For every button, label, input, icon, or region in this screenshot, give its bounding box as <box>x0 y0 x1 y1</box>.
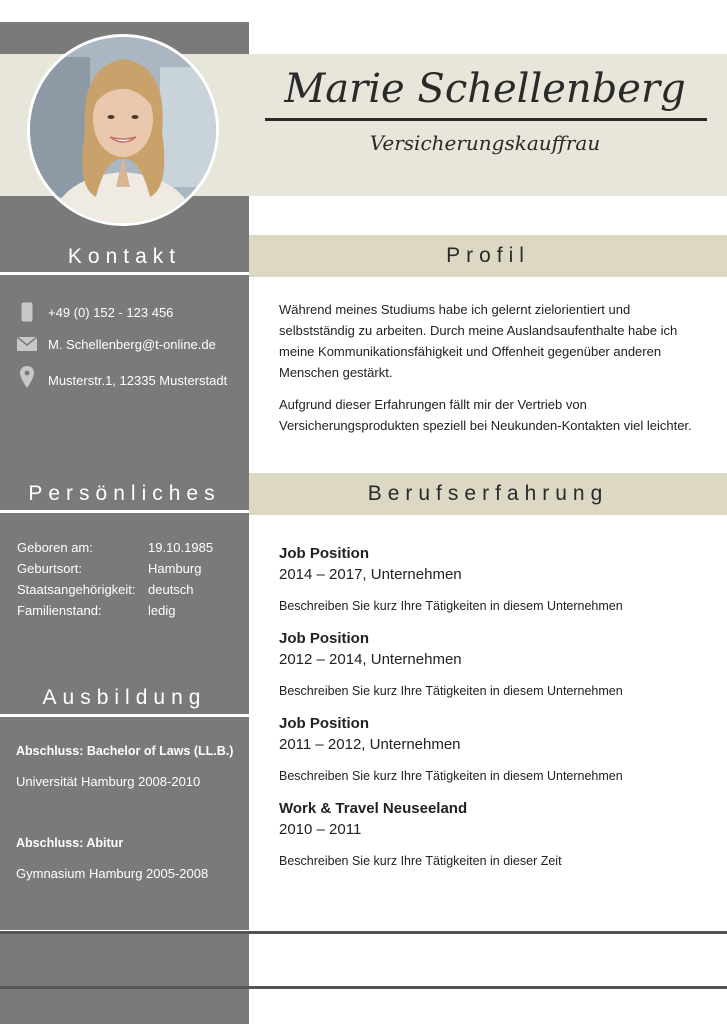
experience-description: Beschreiben Sie kurz Ihre Tätigkeiten in diesem Unternehmen <box>279 599 623 613</box>
experience-description: Beschreiben Sie kurz Ihre Tätigkeiten in dieser Zeit <box>279 854 562 868</box>
education-school: Universität Hamburg 2008-2010 <box>16 774 201 789</box>
experience-description: Beschreiben Sie kurz Ihre Tätigkeiten in diesem Unternehmen <box>279 769 623 783</box>
experience-period: 2011 – 2012, Unternehmen <box>279 736 461 753</box>
personal-value: Hamburg <box>148 561 202 576</box>
ausbildung-rule <box>0 714 249 717</box>
section-persoenliches: Persönliches <box>28 482 221 505</box>
envelope-icon <box>16 333 38 355</box>
personal-label: Familienstand: <box>17 603 102 618</box>
experience-title: Work & Travel Neuseeland <box>279 800 468 817</box>
personal-label: Staatsangehörigkeit: <box>17 582 136 597</box>
kontakt-rule <box>0 272 249 275</box>
job-title: Versicherungskauffrau <box>369 131 601 155</box>
contact-email <box>16 333 216 355</box>
education-degree: Abschluss: Abitur <box>16 836 124 850</box>
name-underline <box>265 118 707 121</box>
education-degree: Abschluss: Bachelor of Laws (LL.B.) <box>16 744 234 758</box>
footer-sidebar-block <box>0 989 249 1024</box>
personal-label: Geboren am: <box>17 540 93 555</box>
personal-value: 19.10.1985 <box>148 540 214 555</box>
experience-period: 2012 – 2014, Unternehmen <box>279 651 462 668</box>
footer-sidebar-block <box>0 934 249 986</box>
profile-paragraph: Aufgrund dieser Erfahrungen fällt mir der Vertrieb von Versicherungsprodukten speziell bei Neukunden-Kontakten viel leichter. <box>279 397 692 433</box>
personal-label: Geburtsort: <box>17 561 83 576</box>
experience-title: Job Position <box>279 630 369 647</box>
contact-address <box>16 366 227 388</box>
phone-icon <box>16 301 38 323</box>
personal-value: deutsch <box>148 582 194 597</box>
location-pin-icon <box>16 366 38 388</box>
education-school: Gymnasium Hamburg 2005-2008 <box>16 866 209 881</box>
section-profil: Profil <box>249 235 727 277</box>
section-berufserfahrung: Berufserfahrung <box>249 473 727 515</box>
experience-period: 2010 – 2011 <box>279 821 362 838</box>
personal-value: ledig <box>148 603 176 618</box>
section-kontakt: Kontakt <box>67 245 182 268</box>
persoenliches-rule <box>0 510 249 513</box>
experience-title: Job Position <box>279 545 369 562</box>
contact-phone-text: +49 (0) 152 - 123 456 <box>48 304 174 320</box>
profile-photo <box>27 34 219 226</box>
contact-address-text: Musterstr.1, 12335 Musterstadt <box>48 372 228 388</box>
section-ausbildung: Ausbildung <box>42 686 207 709</box>
contact-email-text: M. Schellenberg@t-online.de <box>48 336 216 352</box>
candidate-name: Marie Schellenberg <box>284 66 686 112</box>
experience-period: 2014 – 2017, Unternehmen <box>279 566 462 583</box>
contact-phone <box>16 301 173 323</box>
profile-paragraph: Während meines Studiums habe ich gelernt zielorientiert und selbstständig zu arbeiten. Durch meine Auslandsaufenthalte habe ich meine Kommunikationsfähigkeit und Offenheit gegenüber anderen Menschen gestärkt. <box>279 302 678 380</box>
experience-description: Beschreiben Sie kurz Ihre Tätigkeiten in diesem Unternehmen <box>279 684 623 698</box>
experience-title: Job Position <box>279 715 369 732</box>
